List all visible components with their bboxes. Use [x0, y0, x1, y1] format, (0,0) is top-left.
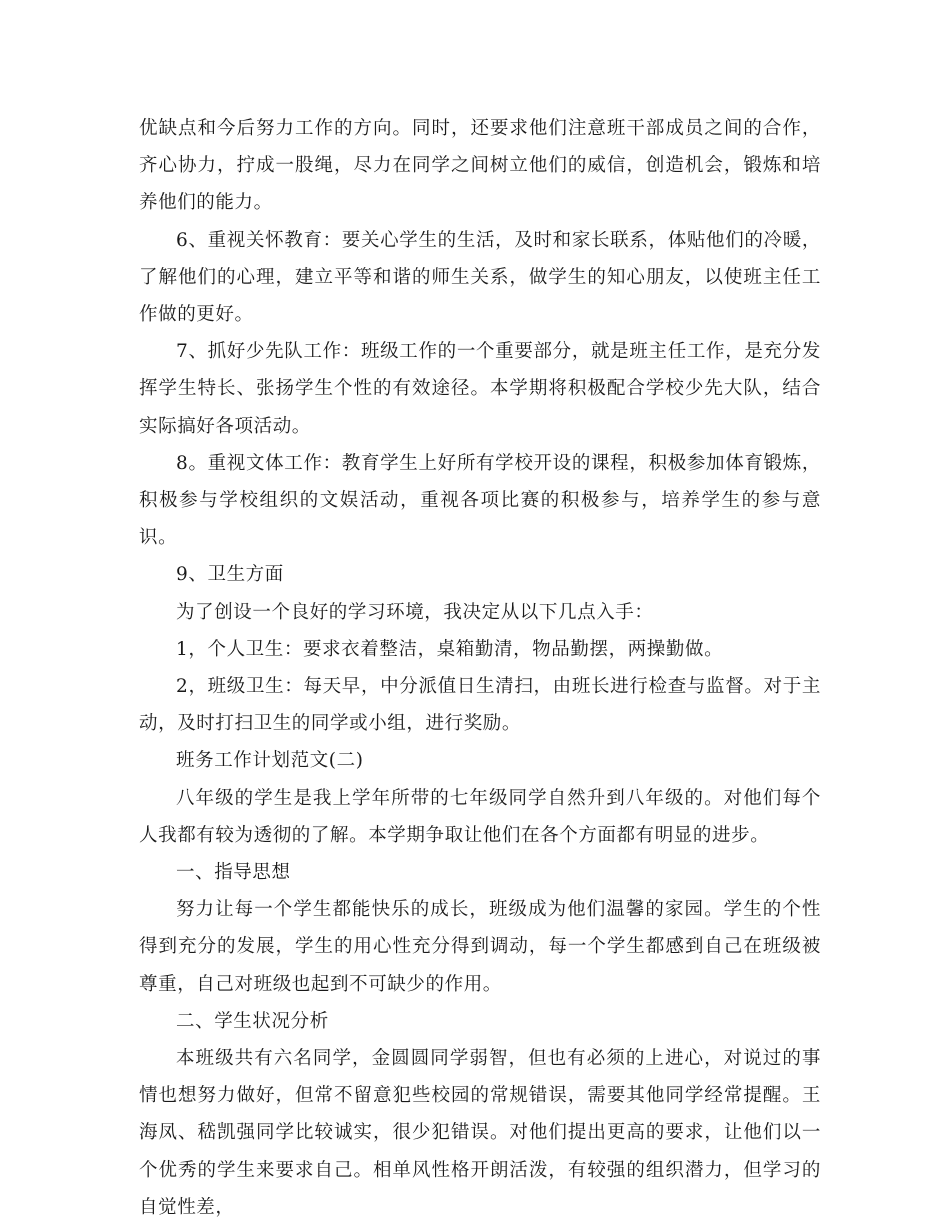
paragraph-item-8: 8。重视文体工作：教育学生上好所有学校开设的课程，积极参加体育锻炼，积极参与学校组织的文娱活动，重视各项比赛的积极参与，培养学生的参与意识。	[139, 452, 821, 549]
paragraph-continued: 优缺点和今后努力工作的方向。同时，还要求他们注意班干部成员之间的合作，齐心协力，拧成一股绳，尽力在同学之间树立他们的威信，创造机会，锻炼和培养他们的能力。	[139, 118, 821, 214]
document-body	[139, 110, 821, 1226]
paragraph-item-6: 6、重视关怀教育：要关心学生的生活，及时和家长联系，体贴他们的冷暖，了解他们的心理，建立平等和谐的师生关系，做学生的知心朋友，以使班主任工作做的更好。	[139, 229, 821, 326]
heading-guiding-thought: 一、指导思想	[176, 862, 291, 884]
paragraph-intro: 八年级的学生是我上学年所带的七年级同学自然升到八年级的。对他们每个人我都有较为透彻的了解。本学期争取让他们在各个方面都有明显的进步。	[139, 787, 821, 846]
section-title: 班务工作计划范文(二)	[176, 750, 364, 772]
paragraph-hygiene-personal: 1，个人卫生：要求衣着整洁，桌箱勤清，物品勤摆，两操勤做。	[176, 638, 724, 660]
paragraph-item-7: 7、抓好少先队工作：班级工作的一个重要部分，就是班主任工作，是充分发挥学生特长、张扬学生个性的有效途径。本学期将积极配合学校少先大队，结合实际搞好各项活动。	[139, 341, 821, 437]
paragraph-guiding-thought: 努力让每一个学生都能快乐的成长，班级成为他们温馨的家园。学生的个性得到充分的发展，学生的用心性充分得到调动，每一个学生都感到自己在班级被尊重，自己对班级也起到不可缺少的作用。	[139, 899, 821, 995]
heading-student-analysis: 二、学生状况分析	[176, 1010, 329, 1032]
paragraph-student-analysis: 本班级共有六名同学，金圆圆同学弱智，但也有必须的上进心，对说过的事情也想努力做好，但常不留意犯些校园的常规错误，需要其他同学经常提醒。王海凤、嵇凯强同学比较诚实，很少犯错误。对他们提出更高的要求，让他们以一个优秀的学生来要求自己。相单风性格开朗活泼，有较强的组织潜力，但学习的自觉性差，	[139, 1048, 821, 1218]
paragraph-hygiene-class: 2，班级卫生：每天早，中分派值日生清扫，由班长进行检查与监督。对于主动，及时打扫卫生的同学或小组，进行奖励。	[139, 676, 821, 735]
heading-item-9: 9、卫生方面	[176, 564, 284, 586]
paragraph-hygiene-intro: 为了创设一个良好的学习环境，我决定从以下几点入手：	[176, 601, 654, 623]
